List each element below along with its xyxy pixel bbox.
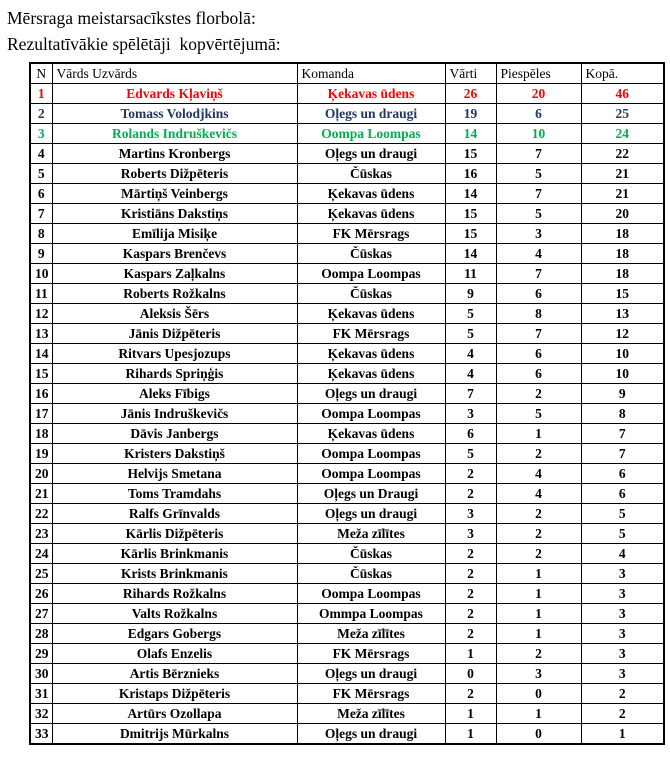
assists-cell: 1 xyxy=(496,704,581,724)
rank-cell: 22 xyxy=(30,504,52,524)
total-cell: 3 xyxy=(581,644,664,664)
team-name-cell: Čūskas xyxy=(297,284,445,304)
total-cell: 2 xyxy=(581,704,664,724)
total-cell: 20 xyxy=(581,204,664,224)
team-name-cell: FK Mērsrags xyxy=(297,324,445,344)
player-name-cell: Kristiāns Dakstiņs xyxy=(52,204,297,224)
goals-cell: 1 xyxy=(445,704,496,724)
rank-cell: 4 xyxy=(30,144,52,164)
rank-cell: 18 xyxy=(30,424,52,444)
assists-cell: 7 xyxy=(496,264,581,284)
player-name-cell: Krists Brinkmanis xyxy=(52,564,297,584)
player-name-cell: Rihards Rožkalns xyxy=(52,584,297,604)
rank-cell: 33 xyxy=(30,724,52,745)
goals-cell: 5 xyxy=(445,444,496,464)
total-cell: 10 xyxy=(581,344,664,364)
table-row xyxy=(30,404,664,424)
table-row xyxy=(30,464,664,484)
total-cell: 18 xyxy=(581,244,664,264)
player-name-cell: Kārlis Brinkmanis xyxy=(52,544,297,564)
rank-cell: 13 xyxy=(30,324,52,344)
table-row xyxy=(30,304,664,324)
rank-cell: 23 xyxy=(30,524,52,544)
player-name-cell: Dāvis Janbergs xyxy=(52,424,297,444)
player-name-cell: Edgars Gobergs xyxy=(52,624,297,644)
assists-cell: 5 xyxy=(496,204,581,224)
team-name-cell: Ommpa Loompas xyxy=(297,604,445,624)
player-name-cell: Roberts Dižpēteris xyxy=(52,164,297,184)
goals-cell: 2 xyxy=(445,584,496,604)
rank-cell: 20 xyxy=(30,464,52,484)
team-name-cell: Ķekavas ūdens xyxy=(297,84,445,104)
table-row xyxy=(30,244,664,264)
rank-cell: 15 xyxy=(30,364,52,384)
total-cell: 3 xyxy=(581,664,664,684)
goals-cell: 3 xyxy=(445,404,496,424)
col-header-rank: N xyxy=(30,63,52,84)
team-name-cell: Oļegs un draugi xyxy=(297,104,445,124)
total-cell: 10 xyxy=(581,364,664,384)
rank-cell: 1 xyxy=(30,84,52,104)
goals-cell: 0 xyxy=(445,664,496,684)
assists-cell: 8 xyxy=(496,304,581,324)
goals-cell: 2 xyxy=(445,684,496,704)
goals-cell: 26 xyxy=(445,84,496,104)
assists-cell: 6 xyxy=(496,344,581,364)
total-cell: 5 xyxy=(581,524,664,544)
player-name-cell: Edvards Kļaviņš xyxy=(52,84,297,104)
total-cell: 7 xyxy=(581,444,664,464)
total-cell: 18 xyxy=(581,224,664,244)
goals-cell: 15 xyxy=(445,204,496,224)
goals-cell: 5 xyxy=(445,304,496,324)
table-header-row xyxy=(30,63,664,84)
player-name-cell: Emīlija Misiķe xyxy=(52,224,297,244)
assists-cell: 6 xyxy=(496,284,581,304)
table-row xyxy=(30,204,664,224)
players-standings-table xyxy=(29,62,665,745)
assists-cell: 2 xyxy=(496,384,581,404)
assists-cell: 7 xyxy=(496,324,581,344)
goals-cell: 4 xyxy=(445,364,496,384)
rank-cell: 5 xyxy=(30,164,52,184)
assists-cell: 4 xyxy=(496,484,581,504)
total-cell: 7 xyxy=(581,424,664,444)
rank-cell: 3 xyxy=(30,124,52,144)
total-cell: 2 xyxy=(581,684,664,704)
table-row xyxy=(30,384,664,404)
assists-cell: 0 xyxy=(496,684,581,704)
team-name-cell: Čūskas xyxy=(297,244,445,264)
team-name-cell: Oompa Loompas xyxy=(297,444,445,464)
table-row xyxy=(30,544,664,564)
player-name-cell: Ritvars Upesjozups xyxy=(52,344,297,364)
team-name-cell: Oompa Loompas xyxy=(297,464,445,484)
rank-cell: 6 xyxy=(30,184,52,204)
total-cell: 3 xyxy=(581,604,664,624)
table-row xyxy=(30,284,664,304)
player-name-cell: Kārlis Dižpēteris xyxy=(52,524,297,544)
assists-cell: 2 xyxy=(496,544,581,564)
goals-cell: 7 xyxy=(445,384,496,404)
page-subtitle: Rezultatīvākie spēlētāji kopvērtējumā: xyxy=(7,34,281,54)
table-row xyxy=(30,724,664,745)
table-row xyxy=(30,104,664,124)
player-name-cell: Olafs Enzelis xyxy=(52,644,297,664)
player-name-cell: Aleks Fībigs xyxy=(52,384,297,404)
assists-cell: 6 xyxy=(496,364,581,384)
rank-cell: 19 xyxy=(30,444,52,464)
team-name-cell: Oompa Loompas xyxy=(297,584,445,604)
total-cell: 21 xyxy=(581,164,664,184)
total-cell: 9 xyxy=(581,384,664,404)
table-row xyxy=(30,364,664,384)
goals-cell: 16 xyxy=(445,164,496,184)
goals-cell: 15 xyxy=(445,224,496,244)
team-name-cell: Čūskas xyxy=(297,544,445,564)
assists-cell: 1 xyxy=(496,604,581,624)
rank-cell: 11 xyxy=(30,284,52,304)
total-cell: 8 xyxy=(581,404,664,424)
team-name-cell: Oļegs un draugi xyxy=(297,384,445,404)
table-header xyxy=(30,63,664,84)
goals-cell: 1 xyxy=(445,724,496,745)
team-name-cell: Oompa Loompas xyxy=(297,404,445,424)
assists-cell: 20 xyxy=(496,84,581,104)
rank-cell: 17 xyxy=(30,404,52,424)
player-name-cell: Artūrs Ozollapa xyxy=(52,704,297,724)
player-name-cell: Mārtiņš Veinbergs xyxy=(52,184,297,204)
rank-cell: 12 xyxy=(30,304,52,324)
assists-cell: 6 xyxy=(496,104,581,124)
table-body xyxy=(30,84,664,745)
total-cell: 3 xyxy=(581,584,664,604)
goals-cell: 2 xyxy=(445,564,496,584)
rank-cell: 30 xyxy=(30,664,52,684)
player-name-cell: Martins Kronbergs xyxy=(52,144,297,164)
goals-cell: 6 xyxy=(445,424,496,444)
rank-cell: 16 xyxy=(30,384,52,404)
player-name-cell: Kristaps Dižpēteris xyxy=(52,684,297,704)
player-name-cell: Dmitrijs Mūrkalns xyxy=(52,724,297,745)
total-cell: 18 xyxy=(581,264,664,284)
player-name-cell: Ralfs Grīnvalds xyxy=(52,504,297,524)
table-row xyxy=(30,424,664,444)
total-cell: 21 xyxy=(581,184,664,204)
rank-cell: 27 xyxy=(30,604,52,624)
rank-cell: 7 xyxy=(30,204,52,224)
total-cell: 46 xyxy=(581,84,664,104)
table-row xyxy=(30,224,664,244)
total-cell: 22 xyxy=(581,144,664,164)
total-cell: 3 xyxy=(581,624,664,644)
assists-cell: 4 xyxy=(496,244,581,264)
rank-cell: 25 xyxy=(30,564,52,584)
goals-cell: 14 xyxy=(445,124,496,144)
assists-cell: 3 xyxy=(496,224,581,244)
goals-cell: 11 xyxy=(445,264,496,284)
table-row xyxy=(30,704,664,724)
table-row xyxy=(30,624,664,644)
goals-cell: 4 xyxy=(445,344,496,364)
goals-cell: 2 xyxy=(445,624,496,644)
total-cell: 4 xyxy=(581,544,664,564)
table-row xyxy=(30,584,664,604)
assists-cell: 7 xyxy=(496,144,581,164)
table-row xyxy=(30,164,664,184)
player-name-cell: Artis Bērznieks xyxy=(52,664,297,684)
player-name-cell: Toms Tramdahs xyxy=(52,484,297,504)
goals-cell: 15 xyxy=(445,144,496,164)
team-name-cell: Oļegs un draugi xyxy=(297,144,445,164)
player-name-cell: Tomass Volodjkins xyxy=(52,104,297,124)
player-name-cell: Rolands Indruškevičs xyxy=(52,124,297,144)
table-row xyxy=(30,144,664,164)
col-header-team: Komanda xyxy=(297,63,445,84)
assists-cell: 1 xyxy=(496,584,581,604)
assists-cell: 2 xyxy=(496,644,581,664)
total-cell: 5 xyxy=(581,504,664,524)
table-row xyxy=(30,264,664,284)
goals-cell: 14 xyxy=(445,244,496,264)
rank-cell: 29 xyxy=(30,644,52,664)
col-header-goals: Vārti xyxy=(445,63,496,84)
team-name-cell: FK Mērsrags xyxy=(297,224,445,244)
team-name-cell: Oļegs un draugi xyxy=(297,724,445,745)
total-cell: 25 xyxy=(581,104,664,124)
team-name-cell: Ķekavas ūdens xyxy=(297,184,445,204)
player-name-cell: Jānis Indruškevičs xyxy=(52,404,297,424)
table-row xyxy=(30,644,664,664)
team-name-cell: Ķekavas ūdens xyxy=(297,344,445,364)
total-cell: 6 xyxy=(581,464,664,484)
goals-cell: 19 xyxy=(445,104,496,124)
assists-cell: 7 xyxy=(496,184,581,204)
table-row xyxy=(30,564,664,584)
goals-cell: 3 xyxy=(445,504,496,524)
rank-cell: 28 xyxy=(30,624,52,644)
player-name-cell: Aleksis Šērs xyxy=(52,304,297,324)
col-header-name: Vārds Uzvārds xyxy=(52,63,297,84)
rank-cell: 10 xyxy=(30,264,52,284)
team-name-cell: Oļegs un draugi xyxy=(297,504,445,524)
team-name-cell: Oompa Loompas xyxy=(297,264,445,284)
team-name-cell: Meža zīlītes xyxy=(297,704,445,724)
assists-cell: 1 xyxy=(496,564,581,584)
total-cell: 1 xyxy=(581,724,664,745)
assists-cell: 5 xyxy=(496,404,581,424)
player-name-cell: Kaspars Brenčevs xyxy=(52,244,297,264)
rank-cell: 24 xyxy=(30,544,52,564)
player-name-cell: Kristers Dakstiņš xyxy=(52,444,297,464)
goals-cell: 1 xyxy=(445,644,496,664)
goals-cell: 2 xyxy=(445,484,496,504)
player-name-cell: Roberts Rožkalns xyxy=(52,284,297,304)
goals-cell: 5 xyxy=(445,324,496,344)
total-cell: 6 xyxy=(581,484,664,504)
team-name-cell: FK Mērsrags xyxy=(297,644,445,664)
table-row xyxy=(30,664,664,684)
rank-cell: 14 xyxy=(30,344,52,364)
page-title: Mērsraga meistarsacīkstes florbolā: xyxy=(7,8,256,28)
goals-cell: 2 xyxy=(445,544,496,564)
goals-cell: 14 xyxy=(445,184,496,204)
assists-cell: 2 xyxy=(496,444,581,464)
total-cell: 15 xyxy=(581,284,664,304)
assists-cell: 1 xyxy=(496,624,581,644)
table-row xyxy=(30,604,664,624)
goals-cell: 2 xyxy=(445,604,496,624)
assists-cell: 0 xyxy=(496,724,581,745)
rank-cell: 31 xyxy=(30,684,52,704)
table-row xyxy=(30,344,664,364)
rank-cell: 2 xyxy=(30,104,52,124)
goals-cell: 2 xyxy=(445,464,496,484)
table-row xyxy=(30,504,664,524)
player-name-cell: Helvijs Smetana xyxy=(52,464,297,484)
team-name-cell: FK Mērsrags xyxy=(297,684,445,704)
table-row xyxy=(30,124,664,144)
player-name-cell: Valts Rožkalns xyxy=(52,604,297,624)
team-name-cell: Ķekavas ūdens xyxy=(297,304,445,324)
team-name-cell: Ķekavas ūdens xyxy=(297,204,445,224)
assists-cell: 2 xyxy=(496,504,581,524)
table-row xyxy=(30,524,664,544)
team-name-cell: Čūskas xyxy=(297,164,445,184)
total-cell: 13 xyxy=(581,304,664,324)
total-cell: 12 xyxy=(581,324,664,344)
team-name-cell: Oompa Loompas xyxy=(297,124,445,144)
player-name-cell: Kaspars Zaļkalns xyxy=(52,264,297,284)
team-name-cell: Meža zīlītes xyxy=(297,624,445,644)
assists-cell: 4 xyxy=(496,464,581,484)
table-row xyxy=(30,444,664,464)
player-name-cell: Rihards Spriņģis xyxy=(52,364,297,384)
total-cell: 24 xyxy=(581,124,664,144)
table-row xyxy=(30,84,664,104)
team-name-cell: Ķekavas ūdens xyxy=(297,424,445,444)
assists-cell: 5 xyxy=(496,164,581,184)
table-row xyxy=(30,184,664,204)
col-header-total: Kopā. xyxy=(581,63,664,84)
goals-cell: 3 xyxy=(445,524,496,544)
player-name-cell: Jānis Dižpēteris xyxy=(52,324,297,344)
table-row xyxy=(30,684,664,704)
assists-cell: 3 xyxy=(496,664,581,684)
goals-cell: 9 xyxy=(445,284,496,304)
rank-cell: 21 xyxy=(30,484,52,504)
assists-cell: 10 xyxy=(496,124,581,144)
total-cell: 3 xyxy=(581,564,664,584)
team-name-cell: Čūskas xyxy=(297,564,445,584)
assists-cell: 1 xyxy=(496,424,581,444)
team-name-cell: Meža zīlītes xyxy=(297,524,445,544)
rank-cell: 8 xyxy=(30,224,52,244)
assists-cell: 2 xyxy=(496,524,581,544)
team-name-cell: Oļegs un Draugi xyxy=(297,484,445,504)
team-name-cell: Oļegs un draugi xyxy=(297,664,445,684)
rank-cell: 26 xyxy=(30,584,52,604)
col-header-assists: Piespēles xyxy=(496,63,581,84)
rank-cell: 9 xyxy=(30,244,52,264)
rank-cell: 32 xyxy=(30,704,52,724)
table-row xyxy=(30,484,664,504)
team-name-cell: Ķekavas ūdens xyxy=(297,364,445,384)
table-row xyxy=(30,324,664,344)
